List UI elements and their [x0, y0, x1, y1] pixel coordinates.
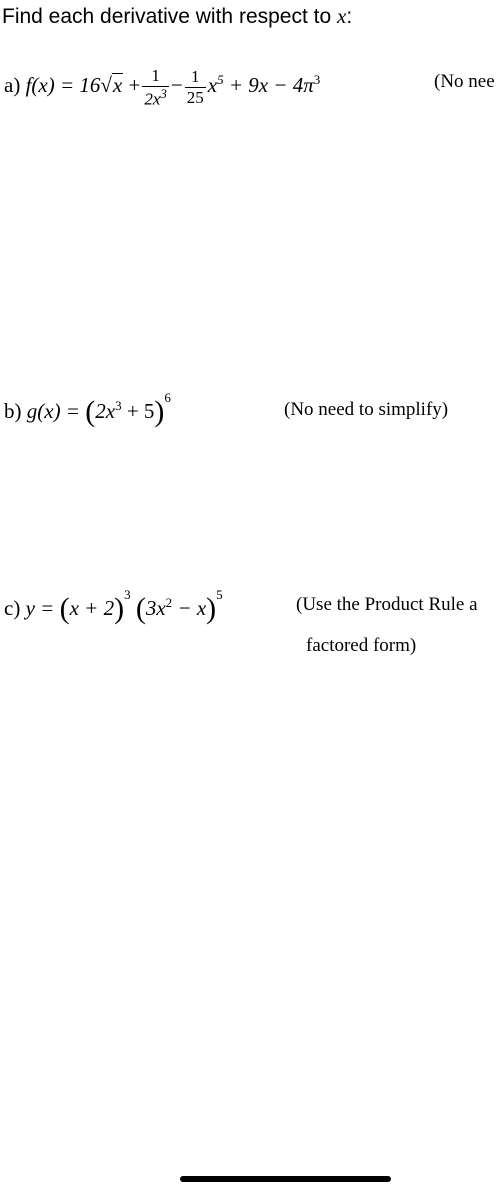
fraction-2-denominator: 25 [186, 87, 204, 107]
fraction-1-over-25 [185, 67, 206, 107]
fraction-2-numerator: 1 [185, 67, 206, 88]
problem-c-label: c) [4, 596, 21, 620]
term-x5 [208, 73, 224, 97]
problem-c-factor-2a: 3x [145, 596, 166, 620]
heading-text: Find each derivative with respect to [2, 5, 337, 28]
close-paren: ) [114, 592, 125, 625]
sqrt-argument: x [112, 73, 123, 98]
heading-colon: : [346, 5, 353, 28]
open-paren: ( [135, 592, 146, 625]
problem-c-note-line-1: (Use the Product Rule a [296, 594, 478, 615]
sqrt-term: √x [100, 73, 123, 98]
problem-c-lhs: y = [25, 596, 55, 620]
problem-c-factor-2-exp: 5 [216, 587, 223, 602]
problem-c-factor-1: x + 2 [69, 596, 115, 620]
fraction-1-denominator [142, 87, 169, 109]
problem-b-inner-exp: 3 [115, 398, 122, 413]
problem-b-inner-tail: + 5 [126, 399, 155, 423]
problem-b-equation [4, 390, 171, 428]
problem-a-lhs: f(x) = 16 [25, 73, 101, 98]
problem-c-factor-2b: − x [177, 596, 207, 620]
fraction-1-den-exp: 3 [160, 85, 167, 101]
heading-variable: x [337, 4, 347, 28]
problem-b-label: b) [4, 399, 22, 423]
close-paren: ) [154, 395, 165, 428]
problem-b-note: (No need to simplify) [284, 399, 449, 420]
home-indicator-bar[interactable] [180, 1176, 391, 1182]
term-x5-base: x [207, 73, 218, 98]
problem-a-tail-exp: 3 [313, 72, 321, 88]
fraction-1-over-2x3 [142, 66, 169, 109]
problem-a-label: a) [4, 73, 21, 98]
problem-a-note: (No nee [434, 71, 495, 92]
problem-c-factor-1-exp: 3 [124, 587, 131, 602]
close-paren: ) [206, 592, 217, 625]
problem-c-note-line-2: factored form) [306, 635, 417, 656]
term-x5-exp: 5 [217, 72, 224, 88]
instructions-heading [2, 4, 352, 29]
problem-b-lhs: g(x) = [26, 399, 80, 423]
problem-b-outer-exp: 6 [164, 390, 171, 405]
problem-a-equation [4, 66, 320, 109]
open-paren: ( [85, 395, 96, 428]
open-paren: ( [59, 592, 70, 625]
problem-a-tail: + 9x − 4π [228, 73, 314, 98]
fraction-1-den-base: 2x [144, 89, 161, 109]
plus-sign: + [128, 73, 141, 98]
problem-c-factor-2a-exp: 2 [165, 595, 173, 610]
problem-b-inner: 2x [95, 399, 116, 423]
problem-c-equation [4, 587, 223, 625]
fraction-1-numerator: 1 [142, 66, 169, 87]
minus-sign: − [170, 73, 183, 98]
